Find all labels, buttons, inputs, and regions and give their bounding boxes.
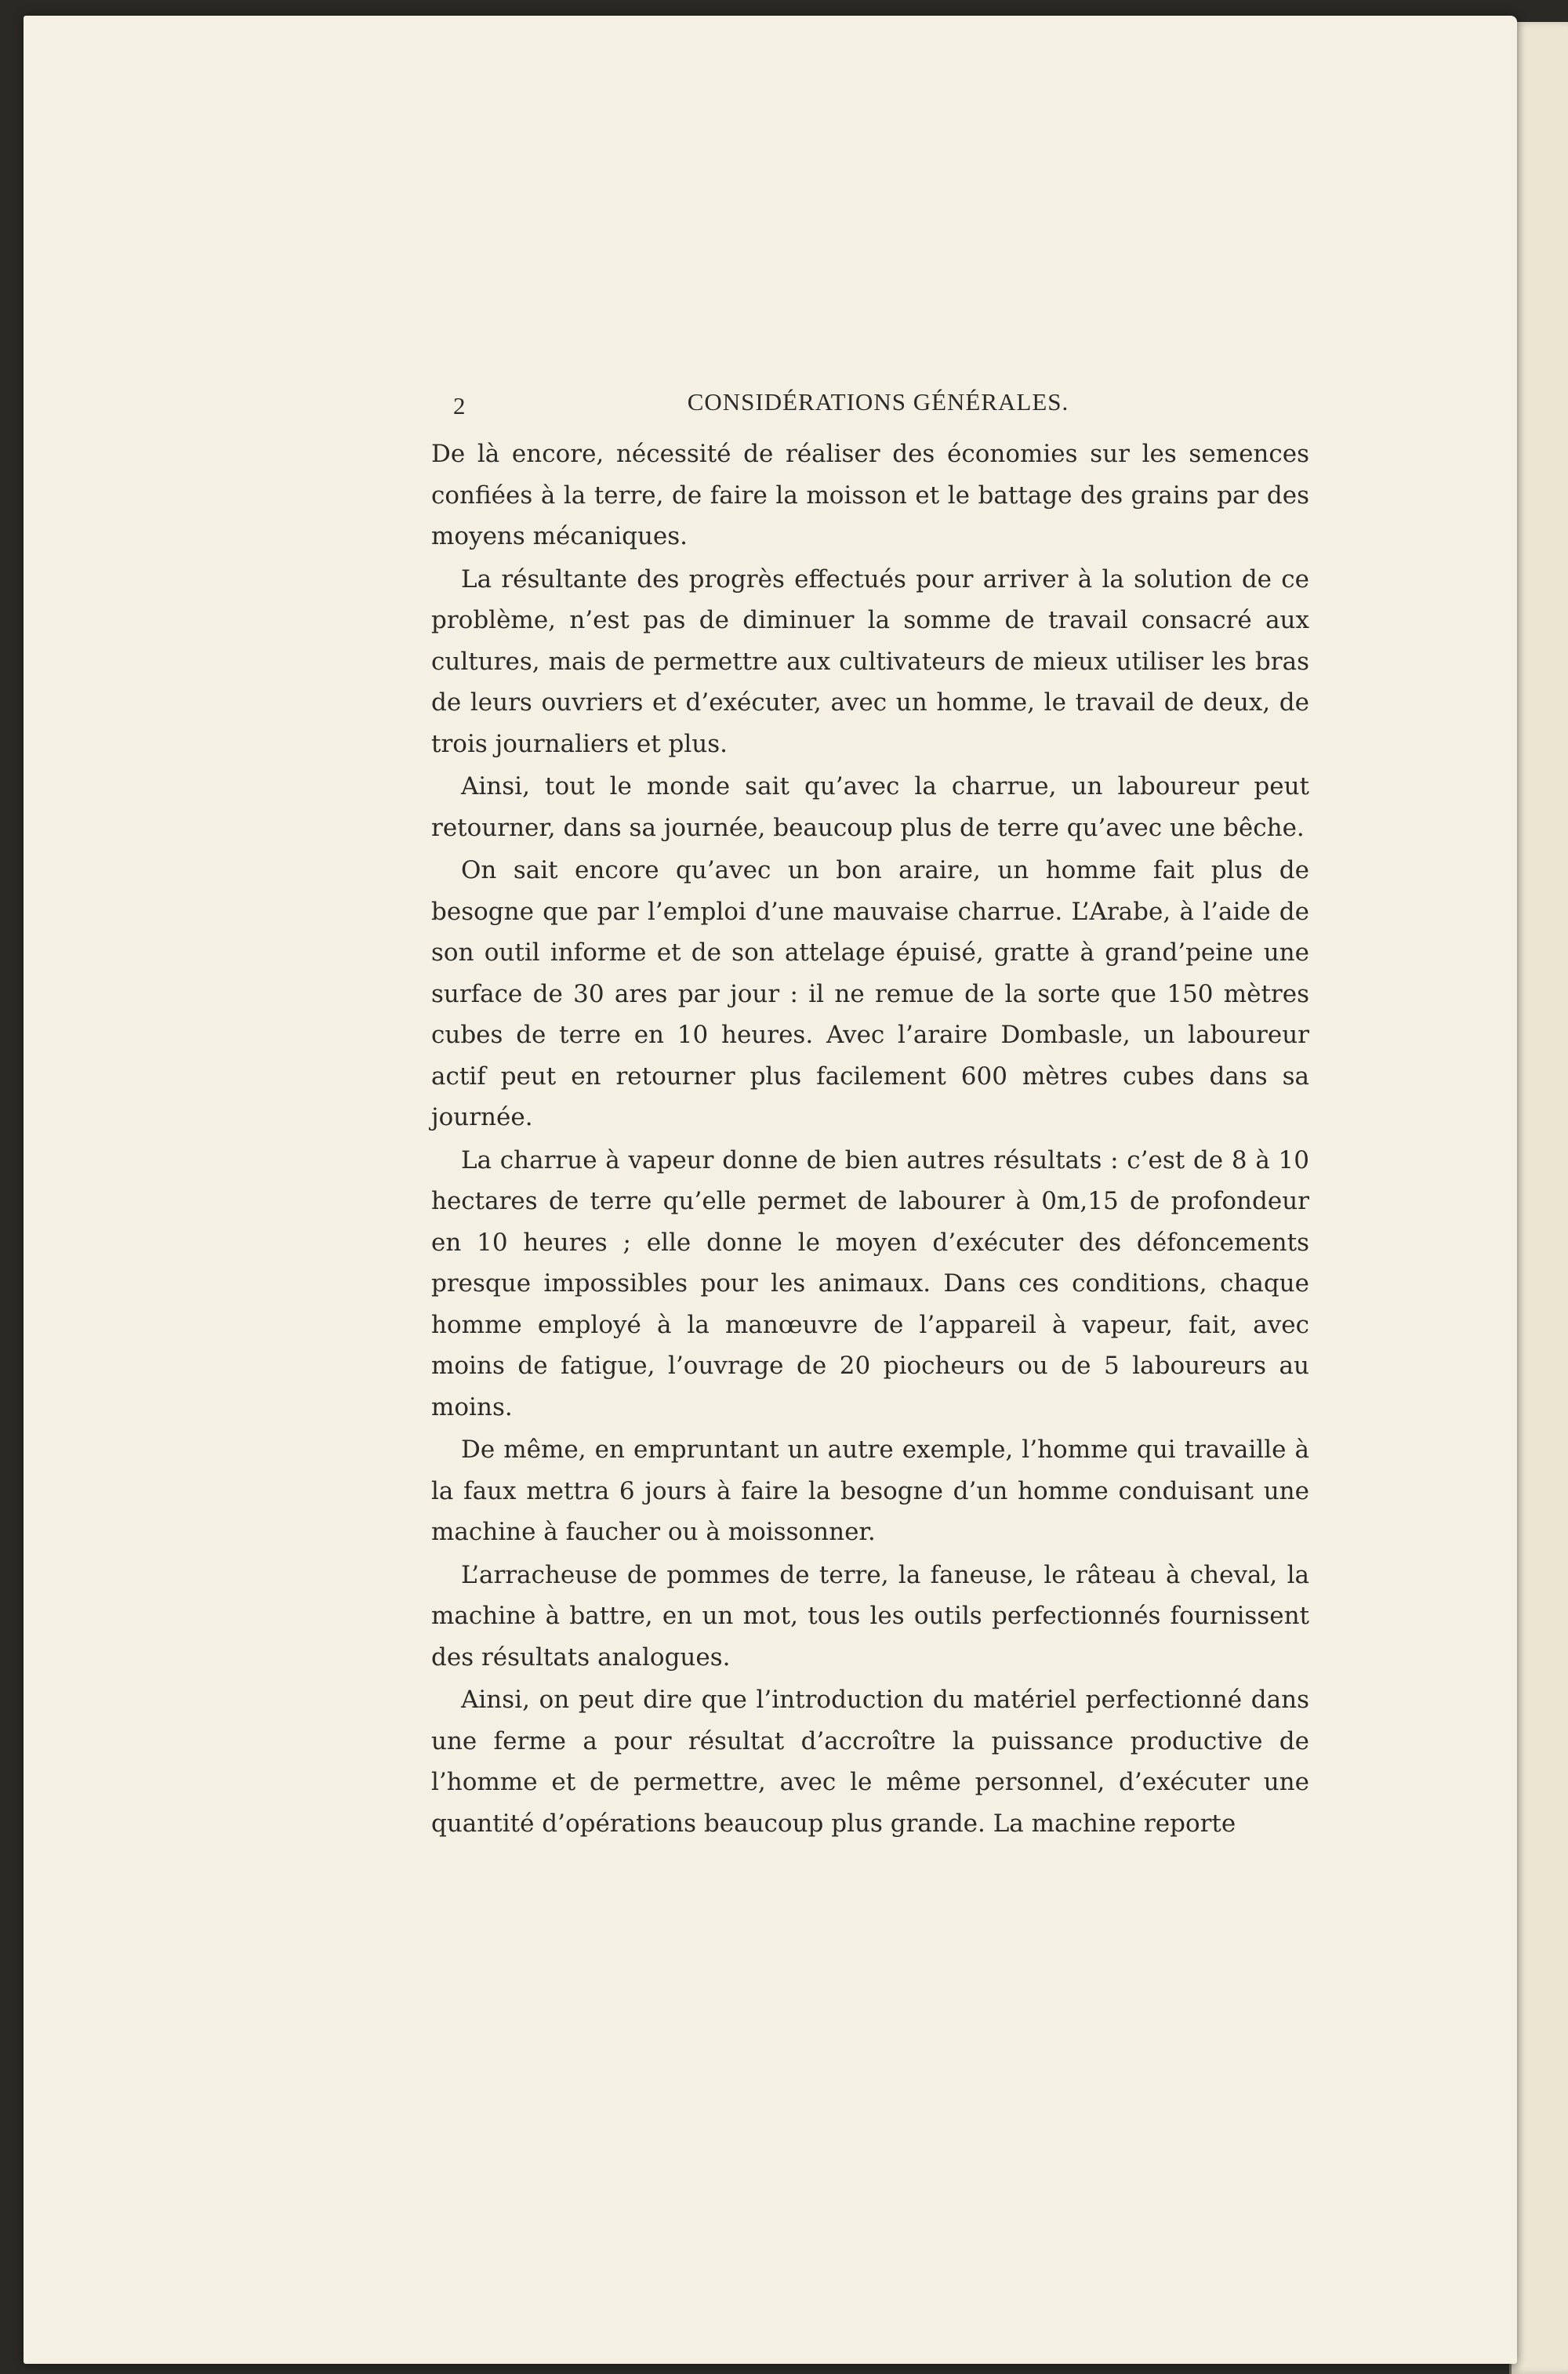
paragraph-1: De là encore, nécessité de réaliser des économies sur les semences confiées à la terre, de faire la moisson et le battage des grains par des moyens mécaniques.	[431, 440, 1309, 550]
paragraph-3: Ainsi, tout le monde sait qu’avec la charrue, un laboureur peut retourner, dans sa journée, beaucoup plus de terre qu’avec une bêche.	[431, 772, 1309, 842]
page-number: 2	[453, 392, 466, 419]
book-page	[24, 16, 1517, 2364]
paragraph-2: La résultante des progrès effectués pour arriver à la solution de ce problème, n’est pas de diminuer la somme de travail consacré aux cultures, mais de permettre aux cultivateurs de mieux utiliser les bras de leurs ouvriers et d’exécuter, avec un homme, le travail de deux, de trois journaliers et plus.	[431, 564, 1309, 758]
running-title: CONSIDÉRATIONS GÉNÉRALES.	[687, 388, 1069, 416]
running-header	[431, 372, 1309, 419]
adjacent-page-edge	[1509, 22, 1568, 2374]
paragraph-6: De même, en empruntant un autre exemple, l’homme qui travaille à la faux mettra 6 jours à faire la besogne d’un homme conduisant une machine à faucher ou à moissonner.	[431, 1436, 1309, 1546]
body-text	[431, 434, 1309, 1844]
paragraph-5: La charrue à vapeur donne de bien autres résultats : c’est de 8 à 10 hectares de terre qu’elle permet de labourer à 0m,15 de profondeur en 10 heures ; elle donne le moyen d’exécuter des défoncements presque impossibles pour les animaux. Dans ces conditions, chaque homme employé à la manœuvre de l’appareil à vapeur, fait, avec moins de fatigue, l’ouvrage de 20 piocheurs ou de 5 laboureurs au moins.	[431, 1145, 1309, 1421]
paragraph-4: On sait encore qu’avec un bon araire, un homme fait plus de besogne que par l’emploi d’une mauvaise charrue. L’Arabe, à l’aide de son outil informe et de son attelage épuisé, gratte à grand’peine une surface de 30 ares par jour : il ne remue de la sorte que 150 mètres cubes de terre en 10 heures. Avec l’araire Dombasle, un laboureur actif peut en retourner plus facilement 600 mètres cubes dans sa journée.	[431, 856, 1309, 1131]
page-content	[431, 372, 1309, 1846]
paragraph-8: Ainsi, on peut dire que l’introduction du matériel perfectionné dans une ferme a pour résultat d’accroître la puissance productive de l’homme et de permettre, avec le même personnel, d’exécuter une quantité d’opérations beaucoup plus grande. La machine reporte	[431, 1686, 1309, 1838]
paragraph-7: L’arracheuse de pommes de terre, la faneuse, le râteau à cheval, la machine à battre, en un mot, tous les outils perfectionnés fournissent des résultats analogues.	[431, 1560, 1309, 1672]
